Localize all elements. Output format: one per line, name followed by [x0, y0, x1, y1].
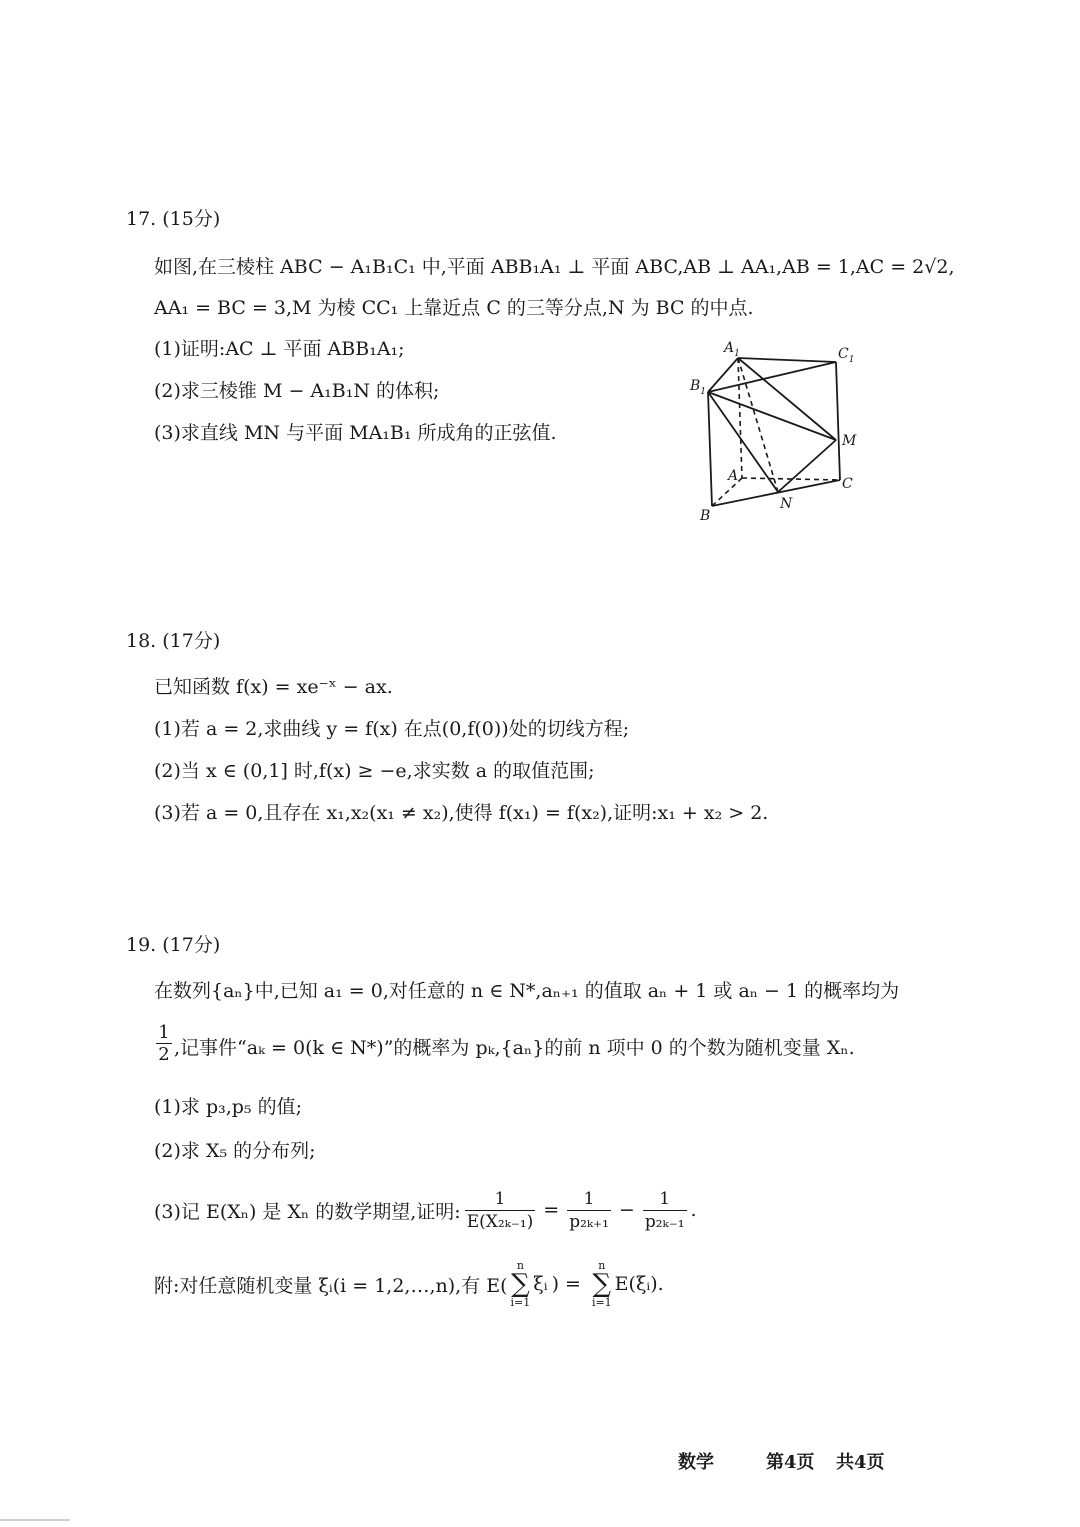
frac1-denominator: E(X₂ₖ₋₁): [466, 1211, 534, 1232]
sum2-lower-limit: i=1: [591, 1296, 612, 1309]
edge-b1n: [708, 392, 778, 492]
footer-total: 共4页: [836, 1452, 885, 1473]
q19-header: 19. (17分): [126, 934, 221, 956]
label-c: C: [842, 476, 853, 492]
frac3-denominator: p₂ₖ₋₁: [644, 1211, 685, 1232]
q18-part1: (1)若 a = 2,求曲线 y = f(x) 在点(0,f(0))处的切线方程;: [154, 718, 630, 740]
q17-part1: (1)证明:AC ⊥ 平面 ABB₁A₁;: [154, 338, 405, 360]
sum1-sigma: ∑: [511, 1269, 530, 1299]
edge-a1a: [738, 358, 742, 478]
footer-subject: 数学: [678, 1452, 714, 1473]
edge-c1c: [836, 362, 840, 480]
edge-b1m: [708, 392, 836, 440]
edge-a1n: [738, 358, 778, 492]
q18-part3: (3)若 a = 0,且存在 x₁,x₂(x₁ ≠ x₂),使得 f(x₁) = f(x₂),证明:x₁ + x₂ > 2.: [154, 802, 769, 824]
q19-part2: (2)求 X₅ 的分布列;: [154, 1140, 316, 1162]
frac-p2k1: [567, 1188, 611, 1233]
label-b1: $B_1$: [690, 378, 707, 397]
sum1-upper-limit: n: [516, 1259, 524, 1272]
equals-sign: =: [543, 1199, 560, 1221]
label-n: N: [780, 496, 793, 512]
minus-sign: −: [618, 1199, 635, 1221]
q19-part3: [154, 1180, 697, 1240]
scan-edge-mark: [0, 1519, 70, 1521]
edge-ac: [742, 478, 840, 480]
label-a: A: [728, 468, 739, 484]
edge-nm: [778, 440, 836, 492]
half-numerator: 1: [158, 1022, 170, 1043]
edge-b1b: [708, 392, 712, 506]
q19-part1: (1)求 p₃,p₅ 的值;: [154, 1096, 302, 1118]
label-a1: $A_1$: [724, 340, 740, 359]
edge-a1m: [738, 358, 836, 440]
q19-intro-line2: ,记事件“aₖ = 0(k ∈ N*)”的概率为 pₖ,{aₙ}的前 n 项中 0 的个数为随机变量 Xₙ.: [174, 1037, 855, 1059]
frac-p2km1: [643, 1188, 687, 1233]
sum2-upper-limit: n: [598, 1259, 606, 1272]
q17-part2: (2)求三棱锥 M − A₁B₁N 的体积;: [154, 380, 440, 402]
q19-intro-line1: 在数列{aₙ}中,已知 a₁ = 0,对任意的 n ∈ N*,aₙ₊₁ 的值取 aₙ + 1 或 aₙ − 1 的概率均为: [154, 980, 900, 1002]
appendix-mid: ) =: [551, 1273, 581, 1295]
q18-part2: (2)当 x ∈ (0,1] 时,f(x) ≥ −e,求实数 a 的取值范围;: [154, 760, 595, 782]
frac3-numerator: 1: [659, 1188, 671, 1209]
final-period: .: [690, 1199, 697, 1221]
label-m: M: [842, 433, 857, 449]
q17-intro-line2: AA₁ = BC = 3,M 为棱 CC₁ 上靠近点 C 的三等分点,N 为 BC 的中点.: [154, 297, 754, 319]
q17-header: 17. (15分): [126, 208, 221, 230]
frac2-numerator: 1: [583, 1188, 595, 1209]
frac1-numerator: 1: [494, 1188, 506, 1209]
edge-a1c1: [738, 358, 836, 362]
footer-page: 第4页: [766, 1452, 815, 1473]
q18-header: 18. (17分): [126, 630, 221, 652]
q19-half-fraction: [156, 1022, 172, 1065]
sum1-lower-limit: i=1: [510, 1296, 531, 1309]
sum2-term: E(ξᵢ).: [614, 1273, 664, 1295]
sum1-term: ξᵢ: [533, 1273, 548, 1295]
q19-appendix: [154, 1252, 664, 1316]
appendix-prefix: 附:对任意随机变量 ξᵢ(i = 1,2,…,n),有 E(: [154, 1274, 508, 1297]
q18-intro: 已知函数 f(x) = xe⁻ˣ − ax.: [154, 676, 393, 698]
sum-symbol-1: [511, 1260, 531, 1308]
half-denominator: 2: [158, 1044, 170, 1065]
frac-expectation: [465, 1188, 536, 1233]
q17-part3: (3)求直线 MN 与平面 MA₁B₁ 所成角的正弦值.: [154, 422, 557, 444]
prism-figure: [680, 330, 870, 530]
label-b: B: [700, 508, 711, 524]
frac2-denominator: p₂ₖ₊₁: [569, 1211, 609, 1232]
q17-intro-line1: 如图,在三棱柱 ABC − A₁B₁C₁ 中,平面 ABB₁A₁ ⊥ 平面 ABC,AB ⊥ AA₁,AB = 1,AC = 2√2,: [154, 256, 955, 278]
sum2-sigma: ∑: [592, 1269, 612, 1299]
label-c1: $C_1$: [838, 346, 855, 365]
sum-symbol-2: [592, 1260, 612, 1308]
q19-part3-prefix: (3)记 E(Xₙ) 是 Xₙ 的数学期望,证明:: [154, 1200, 461, 1223]
